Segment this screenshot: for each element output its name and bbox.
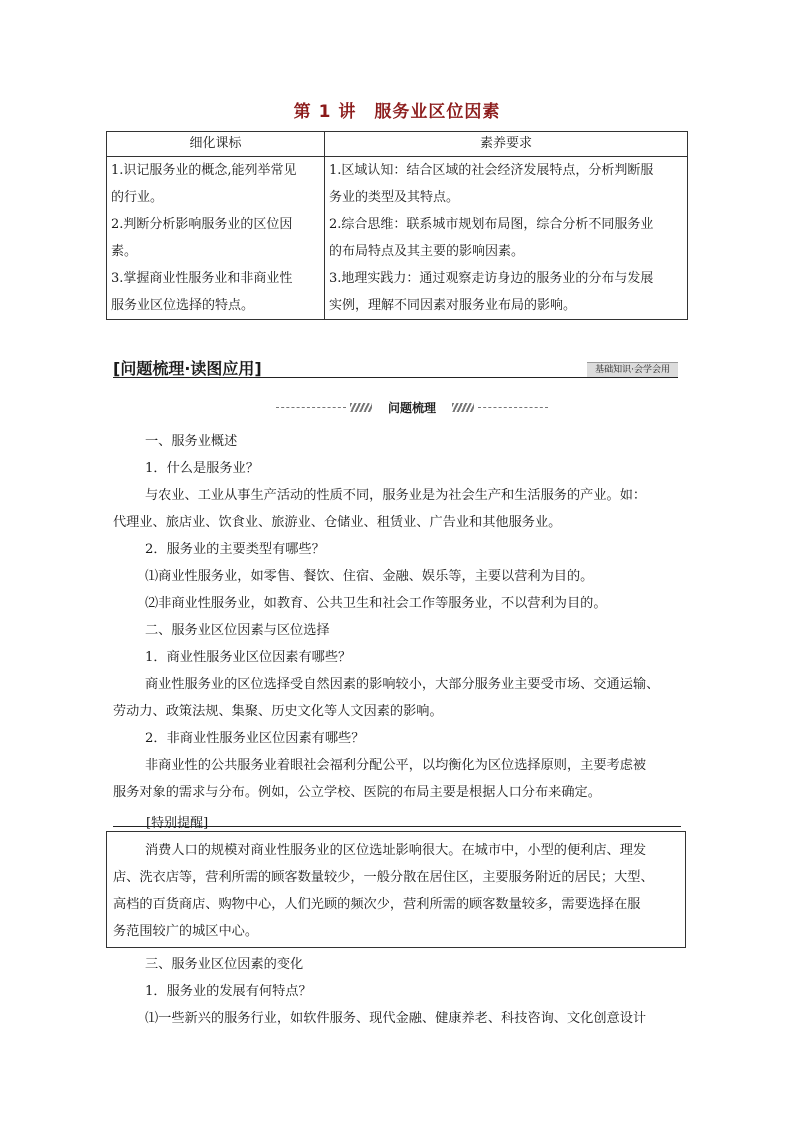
literacy-cell	[325, 157, 688, 320]
tip-rule	[113, 826, 681, 827]
standards-table	[106, 131, 688, 320]
page-title: 第 1 讲 服务业区位因素	[293, 102, 501, 122]
literacy-line: 2.综合思维：联系城市规划布局图，综合分析不同服务业	[329, 217, 654, 232]
question: 1．什么是服务业？	[145, 461, 259, 476]
standards-cell	[107, 157, 325, 320]
heading-2: 二、服务业区位因素与区位选择	[145, 623, 330, 638]
dashed-divider	[478, 407, 548, 408]
standards-line: 1.识记服务业的概念,能列举常见	[111, 163, 297, 178]
question: 2．服务业的主要类型有哪些？	[145, 542, 325, 557]
tip-line: 高档的百货商店、购物中心，人们光顾的频次少，营利所需的顾客数量较多，需要选择在服	[113, 897, 641, 912]
paragraph-line: ⑴一些新兴的服务行业，如软件服务、现代金融、健康养老、科技咨询、文化创意设计	[145, 1011, 647, 1026]
standards-line: 2.判断分析影响服务业的区位因	[111, 217, 293, 232]
literacy-line: 实例，理解不同因素对服务业布局的影响。	[329, 298, 577, 313]
paragraph-line: 商业性服务业的区位选择受自然因素的影响较小，大部分服务业主要受市场、交通运输、	[145, 677, 660, 692]
paragraph-line: ⑴商业性服务业，如零售、餐饮、住宿、金融、娱乐等，主要以营利为目的。	[145, 569, 594, 584]
question: 1．服务业的发展有何特点？	[145, 984, 312, 999]
tip-line: 消费人口的规模对商业性服务业的区位选址影响很大。在城市中，小型的便利店、理发	[145, 843, 647, 858]
hatch-ornament	[452, 403, 474, 412]
question: 2．非商业性服务业区位因素有哪些？	[145, 731, 365, 746]
subheading-banner	[276, 399, 548, 417]
paragraph-line: 与农业、工业从事生产活动的性质不同，服务业是为社会生产和生活服务的产业。如：	[145, 488, 647, 503]
standards-line: 3.掌握商业性服务业和非商业性	[111, 271, 293, 286]
tip-line: 务范围较广的城区中心。	[113, 924, 259, 939]
tip-line: 店、洗衣店等，营利所需的顾客数量较少，一般分散在居住区，主要服务附近的居民；大型、	[113, 870, 654, 885]
literacy-line: 务业的类型及其特点。	[329, 190, 460, 205]
heading-3: 三、服务业区位因素的变化	[145, 957, 304, 972]
paragraph-line: ⑵非商业性服务业，如教育、公共卫生和社会工作等服务业，不以营利为目的。	[145, 596, 607, 611]
section-header	[113, 356, 678, 380]
standards-line: 服务业区位选择的特点。	[111, 298, 255, 313]
paragraph-line: 服务对象的需求与分布。例如，公立学校、医院的布局主要是根据人口分布来确定。	[113, 785, 601, 800]
section-badge: 基础知识·会学会用	[587, 362, 678, 377]
table-header-standards: 细化课标	[107, 132, 325, 157]
paragraph-line: 非商业性的公共服务业着眼社会福利分配公平，以均衡化为区位选择原则，主要考虑被	[145, 758, 647, 773]
section-rule	[113, 377, 678, 378]
section-title: [问题梳理·读图应用]	[113, 359, 262, 378]
tip-box	[106, 831, 686, 948]
tip-label: [特别提醒]	[146, 816, 209, 831]
standards-line: 的行业。	[111, 190, 164, 205]
subheading: 问题梳理	[387, 401, 436, 415]
literacy-line: 1.区域认知：结合区域的社会经济发展特点，分析判断服	[329, 163, 654, 178]
table-header-literacy: 素养要求	[325, 132, 688, 157]
question: 1．商业性服务业区位因素有哪些？	[145, 650, 352, 665]
paragraph-line: 代理业、旅店业、饮食业、旅游业、仓储业、租赁业、广告业和其他服务业。	[113, 515, 562, 530]
paragraph-line: 劳动力、政策法规、集聚、历史文化等人文因素的影响。	[113, 704, 443, 719]
standards-line: 素。	[111, 244, 138, 259]
literacy-line: 3.地理实践力：通过观察走访身边的服务业的分布与发展	[329, 271, 654, 286]
literacy-line: 的布局特点及其主要的影响因素。	[329, 244, 525, 259]
heading-1: 一、服务业概述	[145, 434, 238, 449]
